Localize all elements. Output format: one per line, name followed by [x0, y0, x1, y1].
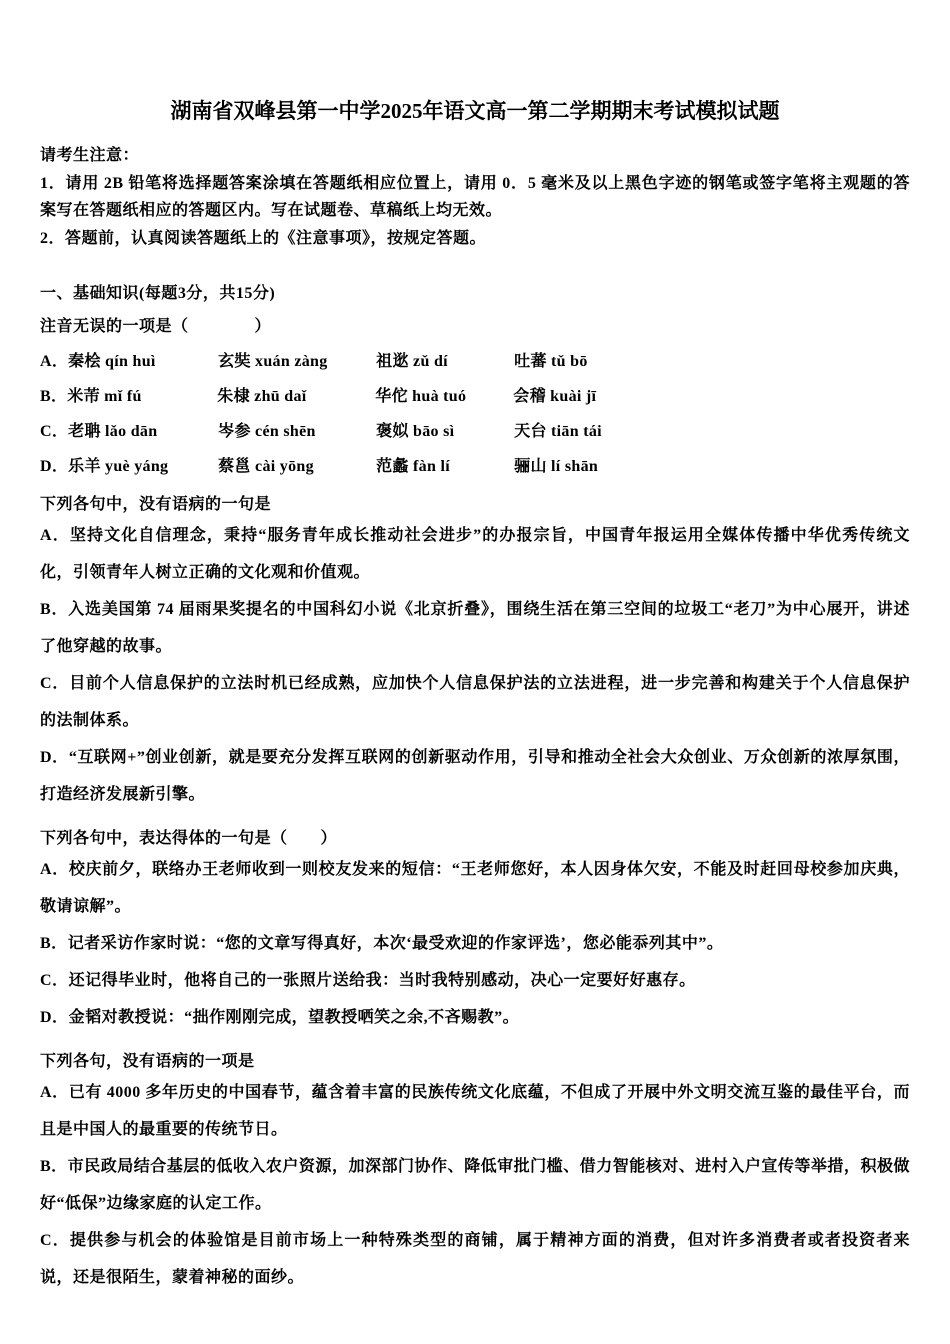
- option-row-pinyin-b: [40, 384, 910, 409]
- option-decorum-d: [40, 999, 910, 1036]
- option-text: 入选美国第 74 届雨果奖提名的中国科幻小说《北京折叠》，围绕生活在第三空间的垃圾工“老刀”为中心展开，讲述了他穿越的故事。: [40, 601, 910, 655]
- option-label: C．: [40, 1232, 70, 1249]
- option-row-pinyin-d: [40, 454, 910, 479]
- pinyin-term: 华佗 huà tuó: [375, 388, 467, 405]
- option-row-pinyin-c: [40, 419, 910, 444]
- pinyin-term: 蔡邕 cài yōng: [218, 458, 314, 475]
- notice-heading: 请考生注意：: [40, 147, 140, 164]
- pinyin-term: 范蠡 fàn lí: [376, 458, 450, 475]
- option-text: 市民政局结合基层的低收入农户资源，加深部门协作、降低审批门槛、借力智能核对、进村入户宣传等举措，积极做好“低保”边缘家庭的认定工作。: [40, 1158, 910, 1212]
- page-title: 湖南省双峰县第一中学2025年语文高一第二学期期末考试模拟试题: [170, 99, 780, 123]
- option-label: A．: [40, 527, 70, 544]
- question-stem-pinyin: 注音无误的一项是（ ）: [40, 318, 272, 335]
- option-grammar1-b: [40, 591, 910, 665]
- pinyin-term: 褒姒 bāo sì: [376, 423, 455, 440]
- pinyin-term: 老聃 lǎo dān: [68, 423, 158, 440]
- option-label: B．: [40, 388, 68, 405]
- pinyin-term: 秦桧 qín huì: [68, 353, 156, 370]
- option-text: 提供参与机会的体验馆是目前市场上一种特殊类型的商铺，属于精神方面的消费，但对许多消费者或者投资者来说，还是很陌生，蒙着神秘的面纱。: [40, 1232, 910, 1286]
- notice-item-1: 1．请用 2B 铅笔将选择题答案涂填在答题纸相应位置上，请用 0．5 毫米及以上黑色字迹的钢笔或签字笔将主观题的答案写在答题纸相应的答题区内。写在试题卷、草稿纸上均无效。: [40, 174, 910, 219]
- option-grammar1-a: [40, 517, 910, 591]
- option-label: C．: [40, 675, 70, 692]
- option-grammar2-c: [40, 1222, 910, 1296]
- option-label: B．: [40, 601, 69, 618]
- pinyin-term: 米芾 mǐ fú: [67, 388, 142, 405]
- question-stem-grammar-2: 下列各句，没有语病的一项是: [40, 1053, 255, 1070]
- option-grammar2-b: [40, 1148, 910, 1222]
- option-text: 坚持文化自信理念，秉持“服务青年成长推动社会进步”的办报宗旨，中国青年报运用全媒体传播中华优秀传统文化，引领青年人树立正确的文化观和价值观。: [40, 527, 910, 581]
- pinyin-term: 会稽 kuài jī: [513, 388, 597, 405]
- option-row-pinyin-a: [40, 349, 910, 374]
- pinyin-term: 岑参 cén shēn: [218, 423, 316, 440]
- option-label: C．: [40, 423, 69, 440]
- pinyin-term: 骊山 lí shān: [514, 458, 599, 475]
- option-label: D．: [40, 458, 69, 475]
- option-decorum-c: [40, 962, 910, 999]
- pinyin-term: 天台 tiān tái: [514, 423, 602, 440]
- option-label: A．: [40, 1084, 69, 1101]
- notice-item-2: 2．答题前，认真阅读答题纸上的《注意事项》，按规定答题。: [40, 229, 487, 247]
- option-label: D．: [40, 749, 69, 766]
- option-text: 校庆前夕，联络办王老师收到一则校友发来的短信：“王老师您好，本人因身体欠安，不能及时赶回母校参加庆典，敬请谅解”。: [40, 861, 910, 915]
- section-heading-basics: 一、基础知识(每题3分，共15分): [40, 285, 276, 302]
- question-stem-grammar-1: 下列各句中，没有语病的一句是: [40, 496, 272, 513]
- option-label: B．: [40, 935, 68, 952]
- option-text: 已有 4000 多年历史的中国春节，蕴含着丰富的民族传统文化底蕴，不但成了开展中外文明交流互鉴的最佳平台，而且是中国人的最重要的传统节日。: [40, 1084, 910, 1138]
- option-text: “互联网+”创业创新，就是要充分发挥互联网的创新驱动作用，引导和推动全社会大众创业、万众创新的浓厚氛围，打造经济发展新引擎。: [40, 749, 911, 803]
- option-label: A．: [40, 353, 69, 370]
- option-text: 记者采访作家时说：“您的文章写得真好，本次‘最受欢迎的作家评选’，您必能忝列其中”。: [67, 935, 724, 952]
- option-label: C．: [40, 972, 69, 989]
- pinyin-term: 吐蕃 tǔ bō: [514, 353, 588, 370]
- option-grammar1-c: [40, 665, 910, 739]
- option-grammar2-a: [40, 1074, 910, 1148]
- option-decorum-a: [40, 851, 910, 925]
- option-decorum-b: [40, 925, 910, 962]
- option-text: 还记得毕业时，他将自己的一张照片送给我：当时我特别感动，决心一定要好好惠存。: [68, 972, 696, 989]
- option-label: B．: [40, 1158, 68, 1175]
- pinyin-term: 朱棣 zhū daǐ: [217, 388, 307, 405]
- pinyin-term: 玄奘 xuán zàng: [218, 353, 328, 370]
- pinyin-term: 祖逖 zǔ dí: [376, 353, 448, 370]
- option-text: 目前个人信息保护的立法时机已经成熟，应加快个人信息保护法的立法进程，进一步完善和构建关于个人信息保护的法制体系。: [40, 675, 910, 729]
- option-label: D．: [40, 1009, 69, 1026]
- option-grammar1-d: [40, 739, 910, 813]
- question-stem-decorum: 下列各句中，表达得体的一句是（ ）: [40, 830, 338, 847]
- option-text: 金韬对教授说：“拙作刚刚完成，望教授哂笑之余,不吝赐教”。: [68, 1009, 520, 1026]
- option-label: A．: [40, 861, 69, 878]
- pinyin-term: 乐羊 yuè yáng: [68, 458, 169, 475]
